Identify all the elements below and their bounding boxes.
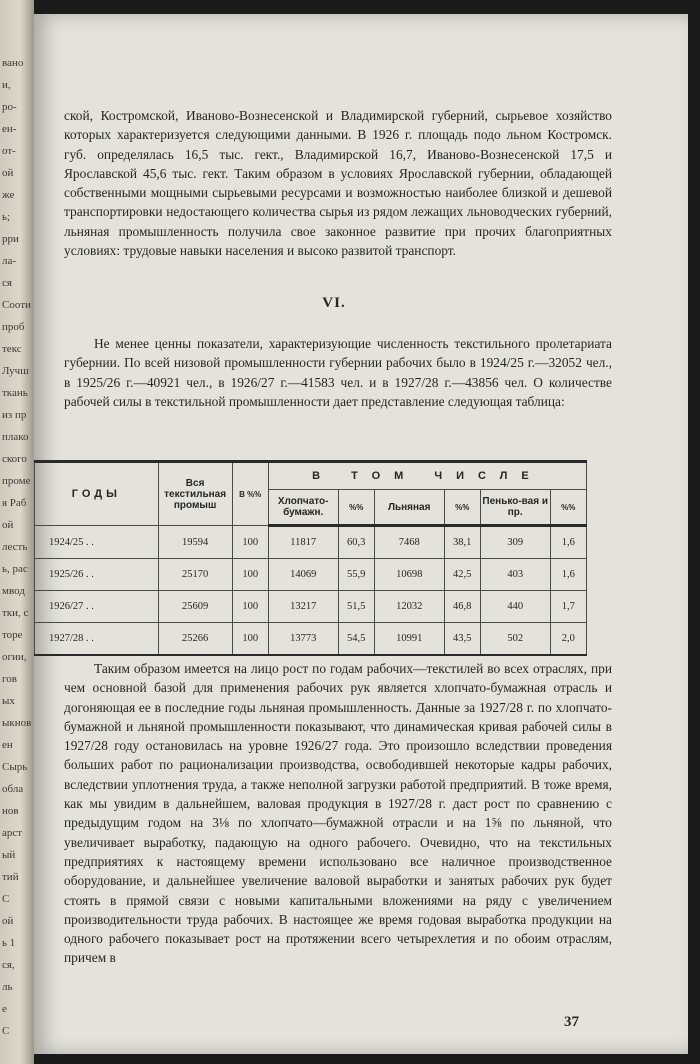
cell-hemp: 403 <box>480 559 550 591</box>
cell-cotton-pct: 54,5 <box>338 623 374 656</box>
previous-page-fragment: ского <box>2 453 27 465</box>
paragraph-1-text: ской, Костромской, Иваново-Вознесенской и Владимирской губерний, сырьевое хозяйство которых характеризуется следующими данными. В 1926 г. площадь подо льном Костромск. губ. определялась 16,5 тыс. гект., Владимирской 16,7, Иваново-Вознесенской 17,5 и Ярославской 45,6 тыс. гект. Таким образом в условиях Ярославской губернии, обладающей собственными мощными сырьевыми ресурсами и возможностью наиболее близкой и дешевой транспортировки недостающего количества сырья из рядом лежащих льноводческих губерний, льняная промышленность получила свое законное развитие при прочих благоприятных условиях: трудовые навыки населения и высоко развитой транспорт. <box>64 108 612 259</box>
cell-cotton-pct: 55,9 <box>338 559 374 591</box>
previous-page-fragment: плако <box>2 431 29 443</box>
cell-pct: 100 <box>232 559 268 591</box>
previous-page-fragment: ткань <box>2 387 28 399</box>
table-row <box>35 623 587 656</box>
cell-linen-pct: 43,5 <box>444 623 480 656</box>
col-cotton-pct: %% <box>338 490 374 526</box>
previous-page-fragment: ла- <box>2 255 17 267</box>
previous-page-fragment: С <box>2 1025 10 1037</box>
cell-pct: 100 <box>232 591 268 623</box>
cell-year: 1924/25 . . <box>35 526 159 559</box>
previous-page-fragment: я Раб <box>2 497 27 509</box>
previous-page-fragment: ь 1 <box>2 937 16 949</box>
table-row <box>35 591 587 623</box>
paragraph-1 <box>64 106 612 260</box>
col-linen: Льняная <box>374 490 444 526</box>
col-linen-pct: %% <box>444 490 480 526</box>
col-cotton: Хлопчато-бумажн. <box>268 490 338 526</box>
previous-page-fragment: мвод <box>2 585 25 597</box>
previous-page-fragment: ен <box>2 739 13 751</box>
paragraph-2 <box>64 334 612 411</box>
cell-cotton: 13773 <box>268 623 338 656</box>
cell-hemp: 440 <box>480 591 550 623</box>
previous-page-fragment: Сооти <box>2 299 31 311</box>
cell-linen: 10991 <box>374 623 444 656</box>
cell-hemp: 309 <box>480 526 550 559</box>
previous-page-fragment: ыкнов <box>2 717 32 729</box>
previous-page-fragment: от- <box>2 145 16 157</box>
previous-page-fragment: Сырь <box>2 761 28 773</box>
cell-linen: 12032 <box>374 591 444 623</box>
previous-page-fragment: рри <box>2 233 19 245</box>
cell-hemp-pct: 1,6 <box>550 526 586 559</box>
previous-page-fragment: ся <box>2 277 12 289</box>
col-total: Вся текстильная промыш <box>158 462 232 526</box>
previous-page-fragment: вано <box>2 57 24 69</box>
previous-page-fragment: арст <box>2 827 23 839</box>
paragraph-2-text: Не менее ценны показатели, характеризующие численность текстильного пролетариата губернии. По всей низовой промышленности губернии рабочих было в 1924/25 г.—32052 чел., в 1925/26 г.—40921 чел., в 1926/27 г.—41583 чел. и в 1927/28 г.—43856 чел. О количестве рабочей силы в текстильной промышленности дает представление следующая таблица: <box>64 336 612 409</box>
col-in-total: В ТОМ ЧИСЛЕ <box>268 462 586 490</box>
previous-page-fragment: торе <box>2 629 23 641</box>
col-years: ГОДЫ <box>35 462 159 526</box>
previous-page-fragment: ь; <box>2 211 11 223</box>
cell-year: 1926/27 . . <box>35 591 159 623</box>
previous-page-fragment: С <box>2 893 10 905</box>
cell-linen-pct: 46,8 <box>444 591 480 623</box>
cell-hemp-pct: 1,7 <box>550 591 586 623</box>
cell-cotton: 13217 <box>268 591 338 623</box>
cell-cotton-pct: 51,5 <box>338 591 374 623</box>
cell-linen-pct: 38,1 <box>444 526 480 559</box>
previous-page-fragment: ь, рас <box>2 563 28 575</box>
cell-hemp-pct: 1,6 <box>550 559 586 591</box>
paragraph-3-text: Таким образом имеется на лицо рост по годам рабочих—текстилей во всех отраслях, при чем основной базой для применения рабочих рук является хлопчато-бумажная отрасль и догоняющая ее в последние годы льняная промышленность. Данные за 1927/28 г. по хлопчато-бумажной и льняной промышленности показывают, что динамическая кривая рабочей силы в 1927/28 году остановилась на уровне 1926/27 года. Это произошло вследствии проведения больших работ по рационализации производства, освободившей некоторые кадры рабочих, вследствии уплотнения труда, а также неполной загрузки работой предприятий. В тоже время, как мы увидим в дальнейшем, валовая продукция в 1927/28 г. даст рост по сравнению с предыдущим годом на 3⅛ по хлопчато—бумажной отрасли и на 1⅝ по льняной, что увеличивает выработку, падающую на одного рабочего. Очевидно, что на текстильных предприятиях к настоящему времени использовано все наличное производственное оборудование, и дальнейшее увеличение валовой выработки и занятых рабочих рук будет стоять в прямой связи с новыми капитальными вложениями на ряду с увеличением производительности труда рабочих. В настоящее же время годовая выработка продукции на одного рабочего показывает рост на протяжении всего четырехлетия и по обоим отраслям, причем в <box>64 661 612 966</box>
table-row <box>35 526 587 559</box>
previous-page-fragment: текс <box>2 343 22 355</box>
workers-table <box>34 460 587 656</box>
book-page <box>34 14 688 1054</box>
previous-page-fragment: обла <box>2 783 24 795</box>
previous-page-fragment: лесть <box>2 541 28 553</box>
paragraph-3 <box>64 659 612 968</box>
cell-linen: 7468 <box>374 526 444 559</box>
previous-page-fragment: из пр <box>2 409 27 421</box>
cell-pct: 100 <box>232 526 268 559</box>
page-number: 37 <box>564 1014 579 1030</box>
previous-page-fragment: гов <box>2 673 17 685</box>
cell-year: 1927/28 . . <box>35 623 159 656</box>
previous-page-edge <box>0 0 34 1064</box>
previous-page-fragment: ый <box>2 849 16 861</box>
previous-page-fragment: ся, <box>2 959 15 971</box>
previous-page-fragment: проме <box>2 475 31 487</box>
table-row <box>35 559 587 591</box>
previous-page-fragment: ро- <box>2 101 17 113</box>
cell-total: 25170 <box>158 559 232 591</box>
previous-page-fragment: огии, <box>2 651 27 663</box>
col-hemp-pct: %% <box>550 490 586 526</box>
previous-page-fragment: тки, с <box>2 607 29 619</box>
cell-pct: 100 <box>232 623 268 656</box>
cell-year: 1925/26 . . <box>35 559 159 591</box>
previous-page-fragment: Лучш <box>2 365 29 377</box>
previous-page-fragment: ой <box>2 519 14 531</box>
col-hemp: Пенько-вая и пр. <box>480 490 550 526</box>
previous-page-fragment: ой <box>2 167 14 179</box>
cell-linen-pct: 42,5 <box>444 559 480 591</box>
previous-page-fragment: ль <box>2 981 13 993</box>
cell-total: 19594 <box>158 526 232 559</box>
cell-total: 25266 <box>158 623 232 656</box>
col-pct: В %% <box>232 462 268 526</box>
cell-cotton-pct: 60,3 <box>338 526 374 559</box>
previous-page-fragment: проб <box>2 321 25 333</box>
cell-cotton: 14069 <box>268 559 338 591</box>
previous-page-fragment: е <box>2 1003 7 1015</box>
previous-page-fragment: и, <box>2 79 11 91</box>
previous-page-fragment: нов <box>2 805 19 817</box>
cell-linen: 10698 <box>374 559 444 591</box>
cell-hemp-pct: 2,0 <box>550 623 586 656</box>
previous-page-fragment: же <box>2 189 15 201</box>
cell-cotton: 11817 <box>268 526 338 559</box>
section-number: VI. <box>322 295 346 311</box>
cell-total: 25609 <box>158 591 232 623</box>
previous-page-fragment: ой <box>2 915 14 927</box>
previous-page-fragment: ых <box>2 695 15 707</box>
previous-page-fragment: ен- <box>2 123 17 135</box>
cell-hemp: 502 <box>480 623 550 656</box>
previous-page-fragment: тий <box>2 871 19 883</box>
